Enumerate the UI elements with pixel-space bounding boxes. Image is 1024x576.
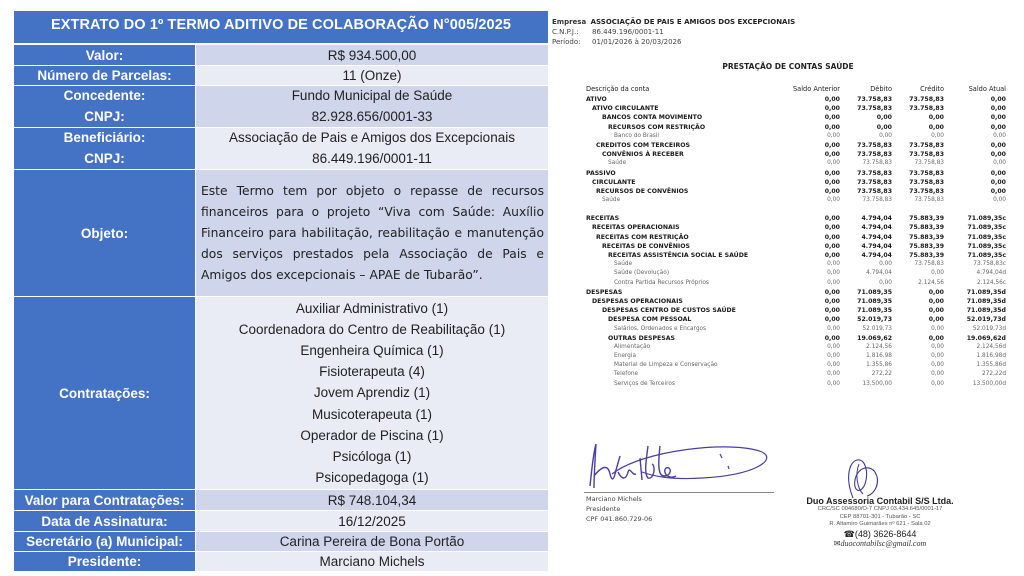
ledger-saldo-atual: 52.019,73d <box>972 325 1006 332</box>
ledger-saldo-atual: 0,00 <box>993 132 1006 139</box>
ledger-saldo-atual: 0,00 <box>990 187 1006 195</box>
ledger-row <box>586 169 1006 178</box>
ledger-debito: 52.019,73 <box>862 325 892 332</box>
accountant-registry: CRC/SC 004680/O-7 CNPJ 03.434.645/0001-17 <box>817 506 943 512</box>
ledger-account: Saúde (Devolução) <box>614 270 670 277</box>
ledger-saldo-anterior: 0,00 <box>827 132 840 139</box>
ledger-account: Energia <box>614 353 637 360</box>
phone-icon: ☎ <box>843 528 855 539</box>
periodo-label: Período: <box>552 38 581 46</box>
ledger-debito: 73.758,83 <box>857 169 892 177</box>
ledger-saldo-atual: 71.089,35c <box>967 252 1006 259</box>
row-objeto <box>14 170 548 297</box>
ledger-saldo-anterior: 0,00 <box>824 105 840 113</box>
ledger-saldo-anterior: 0,00 <box>827 380 840 387</box>
ledger-row <box>586 132 1006 141</box>
accountant-address: R. Altamiro Guimarães nº 621 - Sala 02 <box>829 521 931 527</box>
accountant-info <box>800 496 960 549</box>
col-descricao: Descrição da conta <box>586 85 650 93</box>
ledger-debito: 19.069,62 <box>857 334 892 342</box>
ledger-account: Material de Limpeza e Conservação <box>614 362 718 369</box>
ledger-account: DESPESAS CENTRO DE CUSTOS SAÚDE <box>602 307 736 315</box>
ledger-credito: 73.758,83 <box>909 96 944 103</box>
row-beneficiario <box>14 128 548 170</box>
ledger-row <box>586 187 1006 196</box>
ledger-saldo-anterior: 0,00 <box>827 371 840 378</box>
ledger-account: Banco do Brasil <box>614 132 660 139</box>
value-valor-contratacoes: R$ 748.104,34 <box>196 490 548 510</box>
envelope-icon: ✉ <box>833 538 841 548</box>
ledger-credito: 0,00 <box>928 307 944 315</box>
ledger-saldo-atual: 71.089,35c <box>967 233 1006 241</box>
ledger-credito: 0,00 <box>928 288 944 296</box>
value-concedente: Fundo Municipal de Saúde <box>291 88 453 103</box>
label-objeto: Objeto: <box>14 170 196 296</box>
col-debito: Débito <box>870 85 892 93</box>
signatory-cpf: CPF 041.860.729-06 <box>586 515 653 523</box>
ledger-row <box>586 315 1006 324</box>
ledger-saldo-anterior: 0,00 <box>827 160 840 167</box>
col-credito: Crédito <box>920 85 944 93</box>
value-presidente: Marciano Michels <box>196 552 548 571</box>
ledger-credito: 0,00 <box>931 371 944 378</box>
ledger-credito: 0,00 <box>928 123 944 131</box>
ledger-credito: 0,00 <box>931 132 944 139</box>
accountant-email-line <box>800 539 960 549</box>
ledger-credito: 73.758,83 <box>914 160 944 167</box>
accountant-signature <box>835 458 895 500</box>
ledger-debito: 272,22 <box>871 371 892 378</box>
ledger-debito: 73.758,83 <box>857 151 892 159</box>
ledger-row <box>586 123 1006 132</box>
ledger-saldo-atual: 73.758,83c <box>973 261 1006 268</box>
accountant-email: duocontabilsc@gmail.com <box>840 538 927 548</box>
contratacao-item: Jovem Aprendiz (1) <box>313 385 431 401</box>
ledger-credito: 73.758,83 <box>909 178 944 186</box>
ledger-account: RECEITAS DE CONVÊNIOS <box>602 242 690 250</box>
ledger-debito: 1.355,86 <box>866 362 892 369</box>
ledger-saldo-anterior: 0,00 <box>824 307 840 315</box>
ledger-debito: 0,00 <box>879 261 892 268</box>
ledger-row <box>586 251 1006 260</box>
value-secretario: Carina Pereira de Bona Portão <box>196 532 548 551</box>
accountant-phone-line <box>800 529 960 539</box>
ledger-row <box>586 288 1006 297</box>
ledger-saldo-anterior: 0,00 <box>824 187 840 195</box>
report-header <box>552 17 795 47</box>
ledger-saldo-anterior: 0,00 <box>824 215 840 223</box>
ledger-credito: 75.883,39 <box>909 252 944 259</box>
ledger-saldo-atual: 71.089,35d <box>966 297 1006 305</box>
ledger-row <box>586 343 1006 352</box>
label-beneficiario: Beneficiário: <box>63 130 146 145</box>
contratacao-item: Engenheira Química (1) <box>300 343 444 359</box>
ledger-credito: 73.758,83 <box>909 187 944 195</box>
ledger-row <box>586 361 1006 370</box>
ledger-credito: 0,00 <box>928 114 944 122</box>
ledger-saldo-anterior: 0,00 <box>827 362 840 369</box>
ledger-row <box>586 113 1006 122</box>
contratacao-item: Coordenadora do Centro de Reabilitação (1) <box>238 321 506 337</box>
ledger-saldo-atual: 0,00 <box>993 197 1006 204</box>
value-data-assinatura: 16/12/2025 <box>196 511 548 531</box>
ledger-debito: 71.089,35 <box>857 288 892 296</box>
contratacao-item: Musicoterapeuta (1) <box>311 406 433 422</box>
ledger-saldo-anterior: 0,00 <box>824 141 840 149</box>
ledger-debito: 71.089,35 <box>857 297 892 305</box>
ledger-saldo-anterior: 0,00 <box>824 334 840 342</box>
ledger-account: DESPESA COM PESSOAL <box>608 316 692 324</box>
ledger-credito: 0,00 <box>931 270 944 277</box>
ledger-saldo-atual: 0,00 <box>990 105 1006 113</box>
ledger-saldo-atual: 0,00 <box>990 114 1006 122</box>
ledger-row <box>586 260 1006 269</box>
contratacao-item: Psicopedagoga (1) <box>315 470 429 486</box>
ledger-saldo-atual: 0,00 <box>990 178 1006 186</box>
ledger-debito: 0,00 <box>876 114 892 122</box>
ledger-saldo-anterior: 0,00 <box>824 224 840 232</box>
ledger-account: ATIVO CIRCULANTE <box>592 105 659 113</box>
extract-table <box>14 11 548 571</box>
value-concedente-cell <box>196 86 548 127</box>
ledger-saldo-atual: 2.124,56d <box>976 343 1006 350</box>
ledger-saldo-atual: 1.816,98d <box>976 353 1006 360</box>
extract-title: EXTRATO DO 1º TERMO ADITIVO DE COLABORAÇÃO N°005/2025 <box>14 11 548 45</box>
ledger-saldo-anterior: 0,00 <box>824 151 840 159</box>
ledger-saldo-anterior: 0,00 <box>824 288 840 296</box>
row-parcelas <box>14 66 548 86</box>
ledger-saldo-atual: 0,00 <box>990 169 1006 177</box>
ledger-saldo-anterior: 0,00 <box>827 270 840 277</box>
ledger-debito: 1.816,98 <box>866 353 892 360</box>
label-data-assinatura: Data de Assinatura: <box>14 511 196 531</box>
row-valor-contratacoes <box>14 490 548 511</box>
ledger-row <box>586 380 1006 389</box>
accountant-stamp <box>800 458 990 549</box>
ledger-account: Salários, Ordenados e Encargos <box>614 325 707 332</box>
ledger-saldo-anterior: 0,00 <box>824 252 840 259</box>
ledger-account: DESPESAS OPERACIONAIS <box>592 297 683 305</box>
periodo-value: 01/01/2026 à 20/03/2026 <box>592 38 682 46</box>
ledger-row <box>586 214 1006 223</box>
ledger-debito: 0,00 <box>879 132 892 139</box>
ledger-saldo-anterior: 0,00 <box>824 178 840 186</box>
ledger-body <box>586 95 1006 389</box>
ledger-saldo-atual: 0,00 <box>990 96 1006 103</box>
ledger-credito: 73.758,83 <box>909 151 944 159</box>
label-contratacoes: Contratações: <box>14 297 196 489</box>
ledger-saldo-atual: 4.794,04d <box>976 270 1006 277</box>
ledger-saldo-atual: 0,00 <box>990 141 1006 149</box>
ledger-saldo-anterior: 0,00 <box>827 325 840 332</box>
ledger-saldo-atual: 0,00 <box>990 151 1006 159</box>
ledger-row <box>586 95 1006 104</box>
ledger-account: RECEITAS COM RESTRIÇÃO <box>596 233 689 241</box>
ledger-account: RECURSOS DE CONVÊNIOS <box>596 187 689 195</box>
ledger-saldo-anterior: 0,00 <box>824 242 840 250</box>
contratacao-item: Fisioterapeuta (4) <box>319 364 425 380</box>
ledger-debito: 2.124,56 <box>866 343 892 350</box>
ledger-account: OUTRAS DESPESAS <box>608 334 675 342</box>
ledger-debito: 4.794,04 <box>861 242 892 250</box>
ledger-debito: 4.794,04 <box>861 224 892 232</box>
ledger-row <box>586 104 1006 113</box>
value-objeto-cell <box>196 170 548 296</box>
row-concedente <box>14 86 548 128</box>
ledger-saldo-anterior: 0,00 <box>827 343 840 350</box>
label-presidente: Presidente: <box>14 552 196 571</box>
ledger-account: RECEITAS OPERACIONAIS <box>592 224 680 232</box>
row-contratacoes <box>14 297 548 490</box>
ledger-credito: 0,00 <box>931 353 944 360</box>
ledger-saldo-atual: 13.500,00d <box>972 380 1006 387</box>
ledger-account: CREDITOS COM TERCEIROS <box>596 141 690 149</box>
ledger-account: Saúde <box>614 261 633 268</box>
ledger-credito: 75.883,39 <box>909 233 944 241</box>
cnpj-label: C.N.P.J.: <box>552 28 579 36</box>
ledger-credito: 75.883,39 <box>909 224 944 232</box>
ledger-saldo-anterior: 0,00 <box>824 114 840 122</box>
signatory-role: Presidente <box>586 505 621 513</box>
ledger-saldo-atual: 52.019,73d <box>966 316 1006 324</box>
col-saldo-atual: Saldo Atual <box>968 85 1006 93</box>
ledger-debito: 73.758,83 <box>862 197 892 204</box>
ledger-row <box>586 297 1006 306</box>
ledger-account: Saúde <box>602 197 621 204</box>
accountant-phone: (48) 3626-8644 <box>854 528 917 539</box>
ledger-debito: 4.794,04 <box>861 215 892 223</box>
ledger-debito: 4.794,04 <box>861 233 892 241</box>
ledger-saldo-atual: 2.124,56c <box>976 279 1006 286</box>
ledger-credito: 0,00 <box>931 362 944 369</box>
contratacao-item: Operador de Piscina (1) <box>300 427 444 443</box>
ledger-header <box>586 84 1006 95</box>
ledger-debito: 73.758,83 <box>857 187 892 195</box>
ledger-row <box>586 196 1006 205</box>
ledger-row <box>586 325 1006 334</box>
ledger-saldo-anterior: 0,00 <box>827 197 840 204</box>
value-parcelas: 11 (Onze) <box>196 66 548 85</box>
ledger-account: PASSIVO <box>586 169 616 177</box>
ledger-debito: 73.758,83 <box>857 178 892 186</box>
ledger-account: CIRCULANTE <box>592 178 636 186</box>
ledger-row <box>586 269 1006 278</box>
ledger-credito: 2.124,56 <box>918 279 944 286</box>
ledger-saldo-atual: 0,00 <box>993 160 1006 167</box>
ledger-saldo-atual: 1.355,86d <box>976 362 1006 369</box>
value-valor: R$ 934.500,00 <box>196 45 548 65</box>
signatory-name: Marciano Michels <box>586 495 642 503</box>
ledger-debito: 71.089,35 <box>857 307 892 315</box>
ledger-debito: 73.758,83 <box>862 160 892 167</box>
contratacao-item: Auxiliar Administrativo (1) <box>295 300 449 316</box>
ledger-row <box>586 150 1006 159</box>
ledger-account: RECEITAS <box>586 215 620 223</box>
ledger-table <box>586 84 1006 389</box>
ledger-debito: 73.758,83 <box>857 141 892 149</box>
cnpj-value: 86.449.196/0001-11 <box>592 28 664 36</box>
ledger-credito: 75.883,39 <box>909 215 944 223</box>
ledger-row <box>586 178 1006 187</box>
ledger-saldo-anterior: 0,00 <box>827 279 840 286</box>
empresa-name: ASSOCIAÇÃO DE PAIS E AMIGOS DOS EXCEPCIONAIS <box>590 18 796 26</box>
signature-line <box>584 492 774 493</box>
ledger-row <box>586 370 1006 379</box>
value-concedente-cnpj: 82.928.656/0001-33 <box>311 108 433 124</box>
label-beneficiario-cell <box>14 128 196 169</box>
label-concedente: Concedente: <box>63 88 146 103</box>
ledger-account: BANCOS CONTA MOVIMENTO <box>602 114 703 122</box>
ledger-saldo-atual: 0,00 <box>990 123 1006 131</box>
ledger-saldo-anterior: 0,00 <box>824 233 840 241</box>
ledger-row <box>586 141 1006 150</box>
ledger-credito: 0,00 <box>931 380 944 387</box>
ledger-saldo-anterior: 0,00 <box>827 261 840 268</box>
ledger-row <box>586 306 1006 315</box>
ledger-account: RECEITAS ASSISTÊNCIA SOCIAL E SAÚDE <box>608 252 749 259</box>
value-beneficiario: Associação de Pais e Amigos dos Excepcionais <box>229 130 515 145</box>
ledger-credito: 0,00 <box>931 343 944 350</box>
ledger-saldo-atual: 71.089,35d <box>966 307 1006 315</box>
col-saldo-anterior: Saldo Anterior <box>793 85 840 93</box>
ledger-row <box>586 159 1006 168</box>
ledger-credito: 0,00 <box>928 334 944 342</box>
ledger-credito: 0,00 <box>931 325 944 332</box>
row-presidente <box>14 552 548 571</box>
ledger-credito: 73.758,83 <box>909 105 944 113</box>
ledger-row <box>586 334 1006 343</box>
ledger-gap <box>586 205 1006 214</box>
ledger-row <box>586 233 1006 242</box>
ledger-debito: 52.019,73 <box>857 316 892 324</box>
ledger-saldo-atual: 19.069,62d <box>966 334 1006 342</box>
label-valor-contratacoes: Valor para Contratações: <box>14 490 196 510</box>
ledger-debito: 4.794,04 <box>861 252 892 259</box>
label-parcelas: Número de Parcelas: <box>14 66 196 85</box>
ledger-account: Alimentação <box>614 343 651 350</box>
ledger-credito: 73.758,83 <box>909 141 944 149</box>
report-title: PRESTAÇÃO DE CONTAS SAÚDE <box>722 62 854 71</box>
ledger-account: Telefone <box>614 371 639 378</box>
contratacao-item: Psicóloga (1) <box>332 448 412 464</box>
ledger-account: RECURSOS COM RESTRIÇÃO <box>608 123 706 131</box>
ledger-account: CONVÊNIOS À RECEBER <box>602 151 684 159</box>
ledger-saldo-anterior: 0,00 <box>824 169 840 177</box>
row-secretario <box>14 532 548 552</box>
ledger-saldo-anterior: 0,00 <box>824 123 840 131</box>
value-beneficiario-cell <box>196 128 548 169</box>
empresa-label: Empresa <box>552 18 587 26</box>
ledger-row <box>586 223 1006 232</box>
label-beneficiario-cnpj: CNPJ: <box>84 150 125 166</box>
ledger-saldo-atual: 71.089,35c <box>967 242 1006 250</box>
label-concedente-cell <box>14 86 196 127</box>
accountant-cep: CEP 88701-301 - Tubarão - SC <box>839 513 921 520</box>
ledger-saldo-atual: 272,22d <box>982 371 1006 378</box>
contratacoes-list <box>196 297 548 489</box>
president-signature-block <box>582 436 782 523</box>
ledger-credito: 73.758,83 <box>909 169 944 177</box>
ledger-debito: 0,00 <box>876 123 892 131</box>
label-valor: Valor: <box>14 45 196 65</box>
ledger-debito: 73.758,83 <box>857 96 892 103</box>
value-objeto: Este Termo tem por objeto o repasse de recursos financeiros para o projeto “Viva com Saúde: Auxílio Financeiro para habilitação, reabilitação e manutenção dos serviços prestados pela Associação de Pais e Amigos dos excepcionais – APAE de Tubarão”. <box>201 183 544 282</box>
ledger-debito: 73.758,83 <box>857 105 892 113</box>
row-valor <box>14 45 548 66</box>
ledger-saldo-atual: 71.089,35c <box>967 215 1006 223</box>
label-concedente-cnpj: CNPJ: <box>84 108 125 124</box>
ledger-account: DESPESAS <box>586 288 623 296</box>
ledger-debito: 0,00 <box>879 279 892 286</box>
ledger-account: Serviços de Terceiros <box>614 380 675 387</box>
ledger-saldo-anterior: 0,00 <box>824 96 840 103</box>
ledger-row <box>586 242 1006 251</box>
ledger-credito: 73.758,83 <box>914 261 944 268</box>
ledger-saldo-anterior: 0,00 <box>824 297 840 305</box>
handwritten-signature <box>582 436 772 492</box>
value-beneficiario-cnpj: 86.449.196/0001-11 <box>312 150 432 166</box>
ledger-credito: 0,00 <box>928 316 944 324</box>
label-secretario: Secretário (a) Municipal: <box>14 532 196 551</box>
ledger-saldo-atual: 71.089,35c <box>967 224 1006 232</box>
accountant-name: Duo Assessoria Contabil S/S Ltda. <box>806 496 954 506</box>
ledger-saldo-anterior: 0,00 <box>827 353 840 360</box>
ledger-account: ATIVO <box>586 96 607 103</box>
ledger-saldo-anterior: 0,00 <box>824 316 840 324</box>
ledger-account: Saúde <box>608 160 627 167</box>
row-data-assinatura <box>14 511 548 532</box>
ledger-saldo-atual: 71.089,35d <box>966 288 1006 296</box>
ledger-credito: 0,00 <box>928 297 944 305</box>
signatory-info <box>586 494 652 524</box>
ledger-credito: 75.883,39 <box>909 242 944 250</box>
ledger-debito: 13.500,00 <box>862 380 892 387</box>
accounting-report <box>552 0 1024 576</box>
ledger-credito: 73.758,83 <box>914 197 944 204</box>
ledger-debito: 4.794,04 <box>866 270 892 277</box>
ledger-row <box>586 352 1006 361</box>
ledger-row <box>586 279 1006 288</box>
ledger-account: Contra Partida Recursos Próprios <box>614 279 709 286</box>
